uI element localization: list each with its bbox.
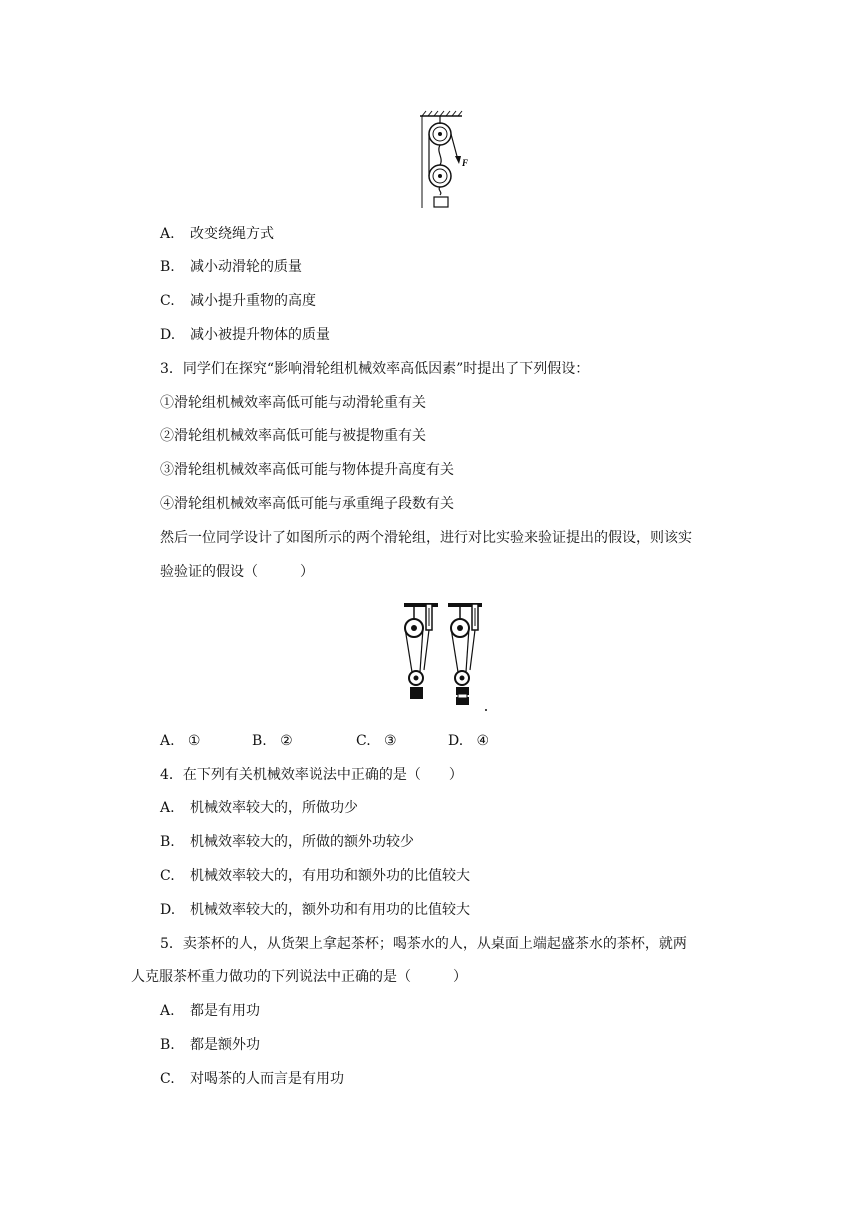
pulley-group-right bbox=[448, 603, 482, 705]
q3-follow-line-2: 验验证的假设（ ） bbox=[160, 564, 314, 580]
q4-option-b: B. 机械效率较大的，所做的额外功较少 bbox=[160, 834, 414, 850]
q3-follow-line-1: 然后一位同学设计了如图所示的两个滑轮组，进行对比实验来验证提出的假设，则该实 bbox=[160, 530, 692, 546]
q2-option-a: A. 改变绕绳方式 bbox=[160, 226, 274, 242]
q2-option-b: B. 减小动滑轮的质量 bbox=[160, 259, 302, 275]
q3-hypothesis-2: ②滑轮组机械效率高低可能与被提物重有关 bbox=[160, 428, 426, 444]
q2-option-c: C. 减小提升重物的高度 bbox=[160, 293, 316, 309]
q5-option-b: B. 都是额外功 bbox=[160, 1037, 260, 1053]
q4-stem: 4．在下列有关机械效率说法中正确的是（ ） bbox=[160, 767, 463, 783]
q3-option-a: A. ① bbox=[160, 733, 201, 749]
pulley-figure-2 bbox=[398, 600, 490, 716]
q5-option-a: A. 都是有用功 bbox=[160, 1003, 260, 1019]
pulley-group-left bbox=[404, 603, 438, 699]
q4-option-a: A. 机械效率较大的，所做功少 bbox=[160, 800, 358, 816]
q5-option-c: C. 对喝茶的人而言是有用功 bbox=[160, 1071, 344, 1087]
q5-stem-line-1: 5．卖茶杯的人，从货架上拿起茶杯；喝茶水的人，从桌面上端起盛茶水的茶杯，就两 bbox=[160, 936, 687, 952]
q3-hypothesis-1: ①滑轮组机械效率高低可能与动滑轮重有关 bbox=[160, 395, 426, 411]
q5-stem-line-2: 人克服茶杯重力做功的下列说法中正确的是（ ） bbox=[131, 969, 467, 985]
q4-option-d: D. 机械效率较大的，额外功和有用功的比值较大 bbox=[160, 902, 470, 918]
q3-option-d: D. ④ bbox=[448, 733, 490, 749]
force-label: F bbox=[462, 158, 469, 168]
q3-options bbox=[160, 731, 489, 751]
q4-option-c: C. 机械效率较大的，有用功和额外功的比值较大 bbox=[160, 868, 470, 884]
q3-hypothesis-3: ③滑轮组机械效率高低可能与物体提升高度有关 bbox=[160, 462, 454, 478]
q3-option-c: C. ③ bbox=[356, 733, 397, 749]
q2-option-d: D. 减小被提升物体的质量 bbox=[160, 327, 330, 343]
q3-stem: 3．同学们在探究“影响滑轮组机械效率高低因素”时提出了下列假设： bbox=[160, 361, 590, 377]
q3-option-b: B. ② bbox=[252, 733, 293, 749]
q3-hypothesis-4: ④滑轮组机械效率高低可能与承重绳子段数有关 bbox=[160, 496, 454, 512]
pulley-figure-1 bbox=[416, 110, 480, 210]
